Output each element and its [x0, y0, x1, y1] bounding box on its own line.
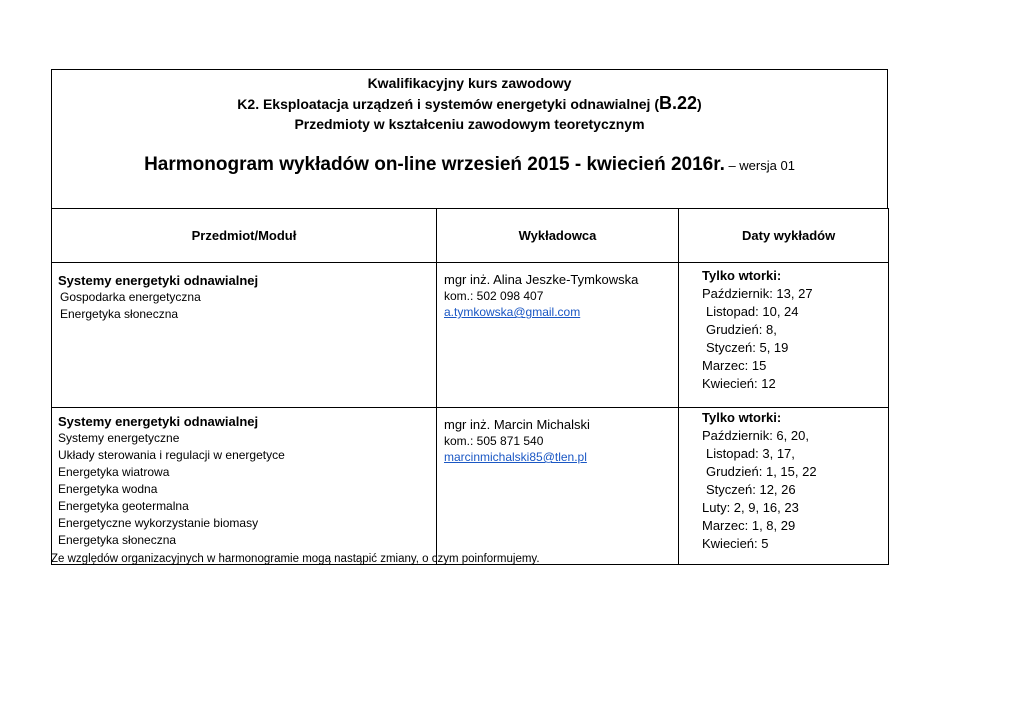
page-title: [52, 154, 887, 176]
subject-title: Systemy energetyki odnawialnej: [58, 414, 259, 429]
date-entry: Luty: 2, 9, 16, 23: [702, 500, 799, 515]
date-entry: Październik: 13, 27: [702, 286, 813, 301]
date-entry: Listopad: 10, 24: [706, 304, 799, 319]
date-entry: Kwiecień: 12: [702, 376, 776, 391]
subject-item: Energetyczne wykorzystanie biomasy: [58, 516, 259, 530]
lecturer-name: mgr inż. Alina Jeszke-Tymkowska: [444, 272, 639, 287]
lecturer-email-link[interactable]: a.tymkowska@gmail.com: [444, 305, 581, 319]
date-entry: Grudzień: 8,: [706, 322, 777, 337]
date-entry: Grudzień: 1, 15, 22: [706, 464, 817, 479]
page-title-text: Harmonogram wykładów on-line wrzesień 2015 - kwiecień 2016r.: [144, 154, 725, 175]
course-type: Kwalifikacyjny kurs zawodowy: [367, 75, 572, 91]
dates-cell: [679, 408, 889, 565]
course-name-text: K2. Eksploatacja urządzeń i systemów energetyki odnawialnej (: [237, 96, 659, 112]
subject-item: Gospodarka energetyczna: [60, 290, 201, 304]
subject-cell: [52, 263, 437, 408]
lecturer-phone: kom.: 502 098 407: [444, 289, 544, 303]
column-header-lecturer: Wykładowca: [437, 209, 679, 263]
column-header-subject: Przedmiot/Moduł: [52, 209, 437, 263]
subject-item: Energetyka wodna: [58, 482, 158, 496]
subject-item: Energetyka słoneczna: [60, 307, 179, 321]
version-label: – wersja 01: [724, 158, 795, 173]
subject-title: Systemy energetyki odnawialnej: [58, 273, 259, 288]
lecturer-cell: [437, 263, 679, 408]
table-row: [52, 408, 889, 565]
footer-note: Ze względów organizacyjnych w harmonogramie mogą nastąpić zmiany, o czym poinformujemy.: [51, 553, 540, 565]
subject-item: Energetyka wiatrowa: [58, 465, 170, 479]
date-entry: Październik: 6, 20,: [702, 428, 809, 443]
document-header: [51, 69, 888, 209]
course-name: [52, 93, 887, 114]
dates-cell: [679, 263, 889, 408]
dates-title: Tylko wtorki:: [702, 268, 782, 283]
date-entry: Listopad: 3, 17,: [706, 446, 795, 461]
course-name-close: ): [697, 96, 702, 112]
date-entry: Styczeń: 5, 19: [706, 340, 789, 355]
subject-cell: [52, 408, 437, 565]
schedule-table: [51, 208, 889, 565]
date-entry: Marzec: 15: [702, 358, 767, 373]
date-entry: Styczeń: 12, 26: [706, 482, 796, 497]
lecturer-name: mgr inż. Marcin Michalski: [444, 417, 590, 432]
schedule-document: [51, 69, 888, 565]
lecturer-phone: kom.: 505 871 540: [444, 434, 544, 448]
subject-item: Systemy energetyczne: [58, 431, 180, 445]
subject-item: Energetyka geotermalna: [58, 499, 189, 513]
course-scope: Przedmioty w kształceniu zawodowym teoretycznym: [294, 116, 645, 132]
date-entry: Marzec: 1, 8, 29: [702, 518, 796, 533]
subject-item: Układy sterowania i regulacji w energetyce: [58, 448, 285, 462]
dates-title: Tylko wtorki:: [702, 410, 782, 425]
column-header-dates: Daty wykładów: [679, 209, 889, 263]
lecturer-cell: [437, 408, 679, 565]
table-row: [52, 263, 889, 408]
table-header-row: [52, 209, 889, 263]
subject-item: Energetyka słoneczna: [58, 533, 177, 547]
date-entry: Kwiecień: 5: [702, 536, 769, 551]
lecturer-email-link[interactable]: marcinmichalski85@tlen.pl: [444, 450, 587, 464]
course-code: B.22: [659, 93, 698, 113]
